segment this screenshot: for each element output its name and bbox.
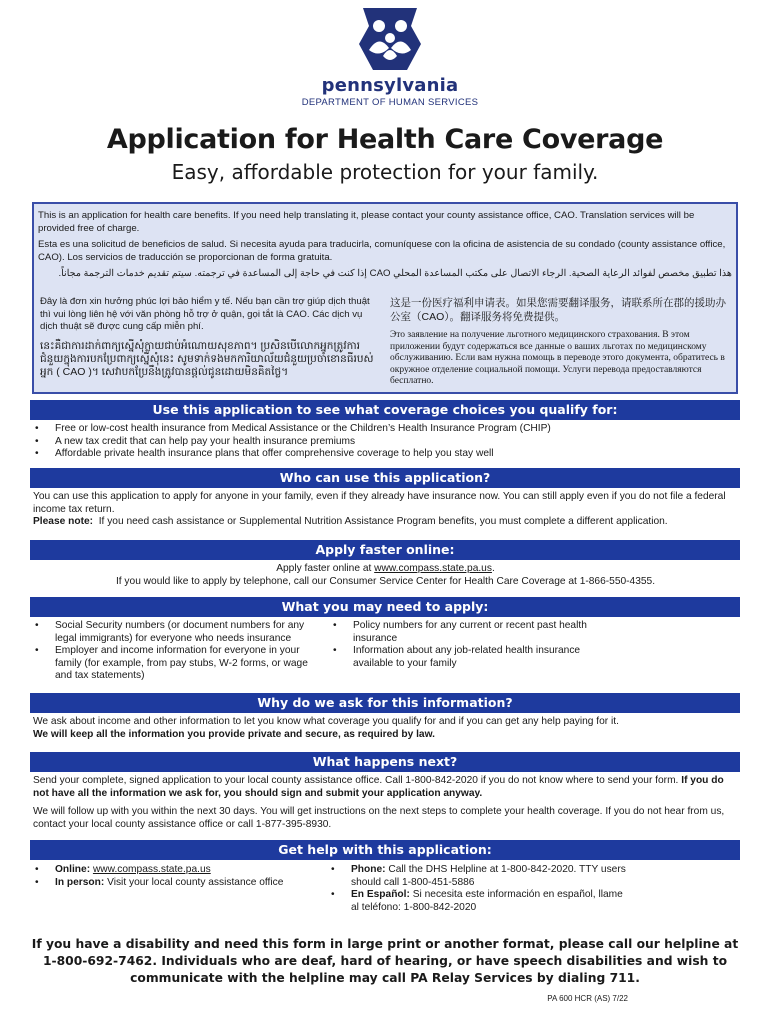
apply-online-prefix: Apply faster online at <box>276 563 375 574</box>
who-text-block <box>33 491 738 529</box>
who-text: You can use this application to apply for anyone in your family, even if they already have insurance now. You can still apply even if you do not file a federal income tax return. <box>33 491 726 515</box>
why-text-block <box>33 716 738 741</box>
apply-online-line <box>33 563 738 576</box>
note-label: Please note: <box>33 516 94 528</box>
help-phone-item <box>329 864 629 889</box>
apply-phone-line: If you would like to apply by telephone, call our Consumer Service Center for Health Care Coverage at 1-866-550-4355. <box>115 575 656 587</box>
translation-khmer: នេះគឺជាការដាក់ពាក្យស្នើសុំក្លាយជាប់អំណោយសុខភាព។ ប្រសិនបើលោកអ្នកត្រូវការជំនួយក្នុងការបកប្រែពាក្យស្នើសុំនេះ សូមទាក់ទងមកការិយាល័យជំនួយប្រចាំខោនធីរបស់អ្នក ( CAO )។ សេវាបកប្រែនឹងត្រូវបានផ្តល់ជូនដោយមិនគិតថ្លៃ។ <box>40 339 374 378</box>
help-online-item <box>33 864 323 877</box>
help-compass-link[interactable]: www.compass.state.pa.us <box>92 864 211 875</box>
translation-arabic: هذا تطبيق مخصص لفوائد الرعاية الصحية. الرجاء الاتصال على مكتب المساعدة المحلي CAO إذا كنت في حاجة إلى المساعدة في ترجمته. سيتم تقديم خدمات الترجمة مجاناً. <box>58 268 732 279</box>
brand-name: pennsylvania <box>321 75 459 96</box>
brand-block <box>280 76 500 108</box>
list-item: • Affordable private health insurance plans that offer comprehensive coverage to help you stay well <box>33 448 738 461</box>
translation-column-right <box>390 296 726 394</box>
help-espanol-label: En Español: <box>351 889 410 901</box>
why-bold <box>33 729 738 742</box>
next-p1-bold: If you do not have all the information we ask for, you should sign and submit your application anyway. <box>33 775 724 799</box>
translation-vietnamese: Đây là đơn xin hưởng phúc lợi bảo hiểm y tế. Nếu bạn cần trợ giúp dịch thuật thì vui lòng liên hệ với văn phòng hỗ trợ ở quận, gọi tắt là CAO. Các dịch vụ dịch thuật sẽ được cung cấp miễn phí. <box>40 296 370 332</box>
who-note <box>33 516 738 529</box>
translation-column-left <box>40 296 380 385</box>
need-list-left <box>33 620 323 683</box>
next-p1-text: Send your complete, signed application to your local county assistance office. Call 1-800-842-2020 if you do not know where to send your form. <box>33 775 679 786</box>
translation-russian: Это заявление на получение льготного медицинского страхования. В этом приложении будут содержаться все данные о ваших льготах по медицинскому обслуживанию. Если вам нужна помощь в переводе этого документа, обратитесь в окружное отделение социальной помощи. Услуги перевода предоставляются бесплатно. <box>390 330 725 387</box>
next-text-block <box>33 775 738 831</box>
section-header-apply-faster: Apply faster online: <box>30 540 740 560</box>
translation-english: This is an application for health care benefits. If you need help translating it, please contact your county assistance office, CAO. Translation services will be provided free of charge. <box>38 210 695 234</box>
help-in-person-text: Visit your local county assistance office <box>107 876 284 888</box>
page-title: Application for Health Care Coverage <box>106 124 664 155</box>
help-phone-label: Phone: <box>351 864 386 875</box>
list-item: • Social Security numbers (or document numbers for any legal immigrants) for everyone who needs insurance <box>33 620 323 645</box>
translation-spanish: Esta es una solicitud de beneficios de salud. Si necesita ayuda para traducirla, comuníquese con la oficina de asistencia de su condado (county assistance office, CAO). Los servicios de traducción se proporcionan de forma gratuita. <box>38 239 726 263</box>
help-espanol-item <box>329 889 629 914</box>
help-list-right <box>329 864 629 914</box>
why-bold-text: We will keep all the information you provide private and secure, as required by law. <box>33 728 435 740</box>
section-header-next: What happens next? <box>30 752 740 772</box>
translation-chinese: 这是一份医疗福利申请表。如果您需要翻译服务，请联系所在郡的援助办公室（CAO）。翻译服务将免费提供。 <box>390 297 726 323</box>
section-header-coverage: Use this application to see what coverage choices you qualify for: <box>30 400 740 420</box>
help-list-left <box>33 864 323 889</box>
section-header-help: Get help with this application: <box>30 840 740 860</box>
list-item: • Free or low-cost health insurance from Medical Assistance or the Children’s Health Insurance Program (CHIP) <box>33 423 738 436</box>
section-header-why: Why do we ask for this information? <box>30 693 740 713</box>
pennsylvania-keystone-logo <box>355 4 425 74</box>
department-name: DEPARTMENT OF HUMAN SERVICES <box>301 97 479 108</box>
compass-link[interactable]: www.compass.state.pa.us <box>374 563 492 574</box>
next-paragraph-1 <box>33 775 738 800</box>
section-header-need: What you may need to apply: <box>30 597 740 617</box>
translation-notice-box <box>32 202 738 394</box>
help-phone-text: Call the DHS Helpline at 1-800-842-2020. TTY users should call 1-800-451-5886 <box>351 864 626 888</box>
help-online-label: Online: <box>55 864 91 875</box>
page-subtitle: Easy, affordable protection for your family. <box>171 160 599 184</box>
apply-faster-block <box>33 563 738 588</box>
why-text: We ask about income and other information to let you know what coverage you qualify for and if you can get any help paying for it. <box>33 716 619 727</box>
list-item: • Employer and income information for everyone in your family (for example, from pay stubs, W-2 forms, or wage and tax statements) <box>33 645 323 683</box>
accessibility-note: If you have a disability and need this form in large print or another format, please call our helpline at 1-800-692-7462. Individuals who are deaf, hard of hearing, or have speech disabilities and wish to communicate with the helpline may call PA Relay Services by dialing 711. <box>31 937 739 985</box>
help-espanol-text: Si necesita este información en español, llame al teléfono: 1-800-842-2020 <box>351 889 623 913</box>
apply-online-suffix: . <box>491 563 495 574</box>
list-item: • A new tax credit that can help pay your health insurance premiums <box>33 436 738 449</box>
help-in-person-label: In person: <box>55 876 105 888</box>
coverage-list <box>33 423 738 461</box>
need-list-right <box>331 620 591 670</box>
list-item: • Policy numbers for any current or recent past health insurance <box>331 620 591 645</box>
note-text: If you need cash assistance or Supplemental Nutrition Assistance Program benefits, you must complete a different application. <box>98 516 668 528</box>
section-header-who: Who can use this application? <box>30 468 740 488</box>
list-item: • Information about any job-related health insurance available to your family <box>331 645 591 670</box>
help-in-person-item <box>33 877 323 890</box>
next-paragraph-2: We will follow up with you within the next 30 days. You will get instructions on the next steps to complete your health coverage. If you do not hear from us, contact your local county assistance office or call 1-877-395-8930. <box>33 806 725 830</box>
form-id: PA 600 HCR (AS) 7/22 <box>547 994 628 1003</box>
